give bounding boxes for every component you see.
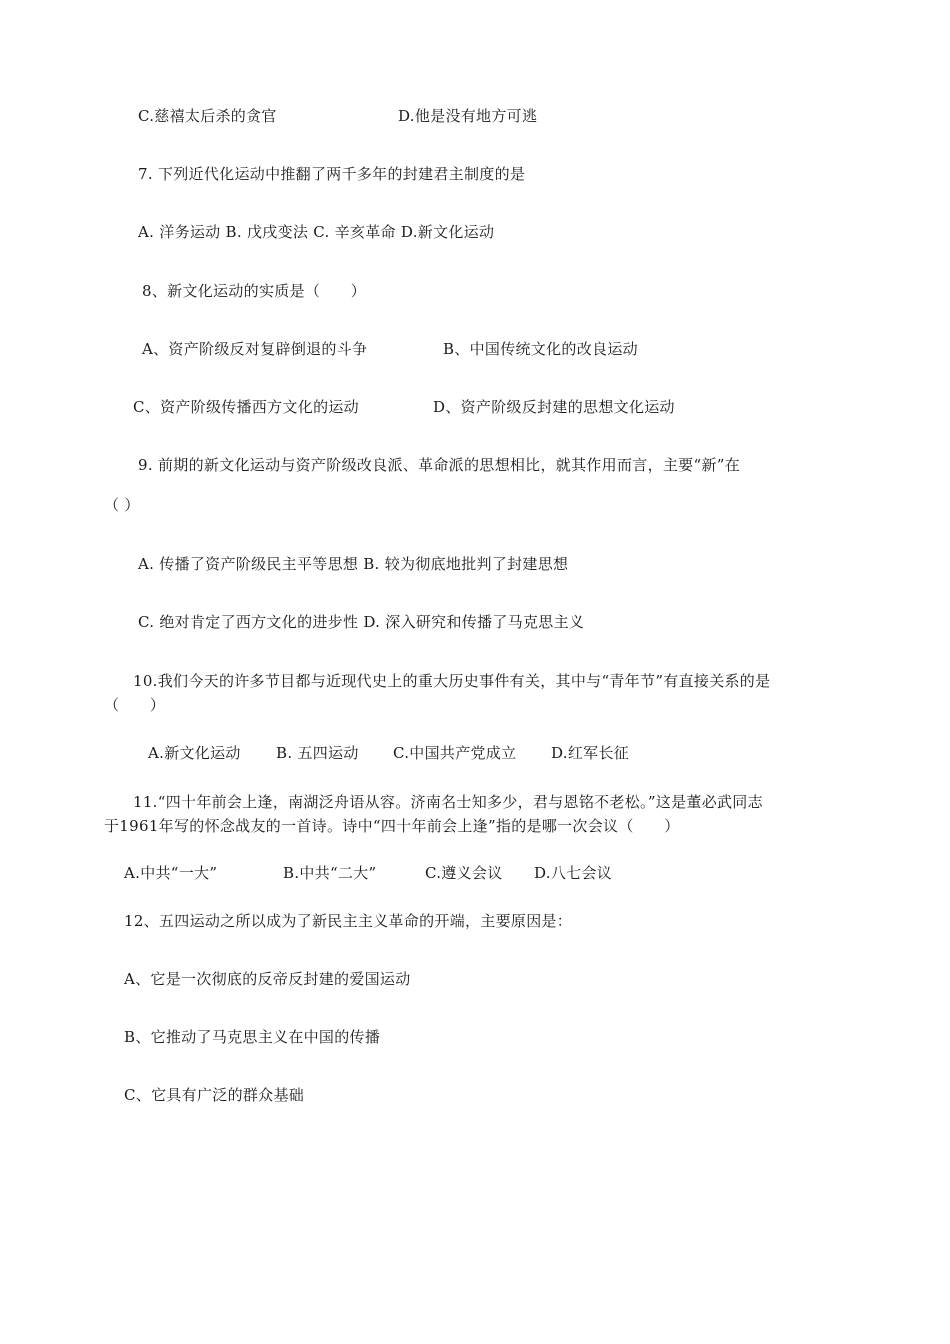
q11-option-d: D.八七会议 — [534, 864, 613, 882]
q9-stem: 9. 前期的新文化运动与资产阶级改良派、革命派的思想相比，就其作用而言，主要“新”在 — [138, 456, 741, 474]
q11-stem-line1: 11.“四十年前会上逢，南湖泛舟语从容。济南名士知多少，君与恩铭不老松。”这是董必武同志 — [133, 793, 763, 811]
q6-option-d: D.他是没有地方可逃 — [398, 107, 538, 125]
q10-option-b: B. 五四运动 — [276, 744, 359, 762]
q12-option-c: C、它具有广泛的群众基础 — [124, 1086, 305, 1104]
q6-option-c: C.慈禧太后杀的贪官 — [138, 107, 277, 125]
q10-paren: （ ） — [104, 696, 166, 714]
q11-option-c: C.遵义会议 — [425, 864, 503, 882]
q11-option-a: A.中共“一大” — [124, 864, 218, 882]
q10-option-a: A.新文化运动 — [148, 744, 241, 762]
q11-stem-line2: 于1961年写的怀念战友的一首诗。诗中“四十年前会上逢”指的是哪一次会议（ ） — [104, 817, 680, 835]
q11-option-b: B.中共“二大” — [283, 864, 377, 882]
q9-options-cd: C. 绝对肯定了西方文化的进步性 D. 深入研究和传播了马克思主义 — [138, 613, 585, 631]
q12-stem: 12、五四运动之所以成为了新民主主义革命的开端，主要原因是： — [124, 912, 573, 930]
q8-option-b: B、中国传统文化的改良运动 — [443, 340, 638, 358]
q9-paren: （ ） — [104, 496, 140, 514]
q9-options-ab: A. 传播了资产阶级民主平等思想 B. 较为彻底地批判了封建思想 — [138, 555, 569, 573]
q12-option-b: B、它推动了马克思主义在中国的传播 — [124, 1028, 381, 1046]
q8-stem: 8、新文化运动的实质是（ ） — [142, 282, 367, 300]
q7-options: A. 洋务运动 B. 戊戌变法 C. 辛亥革命 D.新文化运动 — [138, 223, 495, 241]
q10-option-c: C.中国共产党成立 — [393, 744, 517, 762]
q8-option-a: A、资产阶级反对复辟倒退的斗争 — [142, 340, 368, 358]
q7-stem: 7. 下列近代化运动中推翻了两千多年的封建君主制度的是 — [138, 165, 526, 183]
q10-stem: 10.我们今天的许多节目都与近现代史上的重大历史事件有关，其中与“青年节”有直接关系的是 — [133, 672, 771, 690]
q8-option-c: C、资产阶级传播西方文化的运动 — [133, 398, 359, 416]
q10-option-d: D.红军长征 — [551, 744, 630, 762]
q12-option-a: A、它是一次彻底的反帝反封建的爱国运动 — [124, 970, 411, 988]
q8-option-d: D、资产阶级反封建的思想文化运动 — [433, 398, 675, 416]
